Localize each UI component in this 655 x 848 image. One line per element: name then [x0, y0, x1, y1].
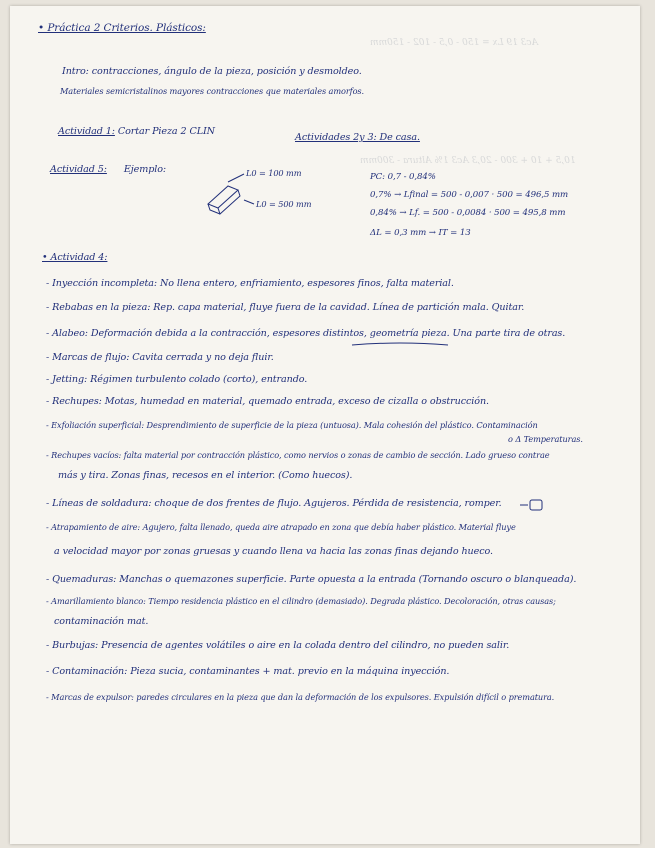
- activity-5-text: Ejemplo:: [123, 164, 167, 175]
- defect-item: - Rechupes: Motas, humedad en material, quemado entrada, exceso de cizalla o obstrucción.: [46, 396, 489, 407]
- defect-item-continuation: contaminación mat.: [54, 616, 149, 627]
- defect-item: - Contaminación: Pieza sucia, contaminantes + mat. previo en la máquina inyección.: [46, 666, 450, 677]
- activity-2-3-label: Actividades 2y 3: De casa.: [295, 132, 420, 143]
- activity-1-text: Cortar Pieza 2 CLIN: [117, 126, 215, 137]
- defect-item: - Jetting: Régimen turbulento colado (corto), entrando.: [46, 374, 308, 385]
- activity-5: [50, 164, 166, 175]
- defect-item: - Rechupes vacíos: falta material por contracción plástico, como nervios o zonas de cambio de sección. Lado grueso contrae: [46, 450, 550, 460]
- activity-5-label: Actividad 5:: [50, 164, 107, 175]
- defect-item-continuation: o Δ Temperaturas.: [508, 434, 583, 444]
- calc-line: 0,7% → Lfinal = 500 - 0,007 · 500 = 496,5 mm: [370, 190, 569, 200]
- defect-item: - Atrapamiento de aire: Agujero, falta llenado, queda aire atrapado en zona que debía haber plástico. Material fluye: [46, 522, 516, 532]
- page-title: • Práctica 2 Criterios. Plásticos:: [38, 22, 206, 34]
- calc-pc: PC: 0,7 - 0,84%: [370, 172, 436, 182]
- defect-item: - Quemaduras: Manchas o quemazones superficie. Parte opuesta a la entrada (Tornando oscuro o blanqueada).: [46, 574, 577, 585]
- bleed-through-text: Ac3 19 Lx = 150 - 0,5 - 102 - 150mm: [370, 38, 538, 48]
- intro-line: Materiales semicristalinos mayores contracciones que materiales amorfos.: [60, 86, 365, 96]
- sketch-label-top: L0 = 100 mm: [246, 168, 302, 178]
- part-side: [218, 190, 240, 214]
- defect-item: - Rebabas en la pieza: Rep. capa material, fluye fuera de la cavidad. Línea de partición mala. Quitar.: [46, 302, 525, 313]
- length-arrow-side: [244, 200, 254, 204]
- length-arrow-top: [228, 174, 244, 182]
- defect-item: - Exfoliación superficial: Desprendimiento de superficie de la pieza (untuosa). Mala cohesión del plástico. Contaminación: [46, 420, 538, 430]
- activity-4-label: • Actividad 4:: [42, 252, 108, 263]
- calc-line: ΔL = 0,3 mm → IT = 13: [370, 228, 471, 238]
- emphasis-stroke: [352, 343, 448, 345]
- defect-item-continuation: a velocidad mayor por zonas gruesas y cuando llena va hacia las zonas finas dejando hueco.: [54, 546, 493, 557]
- defect-item: - Marcas de flujo: Cavita cerrada y no deja fluir.: [46, 352, 274, 363]
- calc-line: 0,84% → Lf. = 500 - 0,0084 · 500 = 495,8 mm: [370, 208, 566, 218]
- notebook-sheet: [10, 6, 640, 844]
- sketch-label-side: L0 = 500 mm: [256, 199, 312, 209]
- defect-item-continuation: más y tira. Zonas finas, recesos en el interior. (Como huecos).: [58, 470, 353, 481]
- emphasis-underline: [350, 340, 450, 348]
- defect-item: - Inyección incompleta: No llena entero, enfriamiento, espesores finos, falta material.: [46, 278, 454, 289]
- intro-line: Intro: contracciones, ángulo de la pieza, posición y desmoldeo.: [62, 66, 362, 77]
- break-doodle: [518, 498, 546, 512]
- defect-item: - Amarillamiento blanco: Tiempo residencia plástico en el cilindro (demasiado). Degrada plástico. Decoloración, otras causas;: [46, 596, 556, 606]
- activity-1-label: Actividad 1:: [58, 126, 115, 137]
- activity-1: [58, 126, 215, 137]
- defect-item: - Líneas de soldadura: choque de dos frentes de flujo. Agujeros. Pérdida de resistencia, romper.: [46, 498, 502, 509]
- part-outline: [208, 186, 238, 208]
- doodle-box: [530, 500, 542, 510]
- defect-item: - Marcas de expulsor: paredes circulares en la pieza que dan la deformación de los expulsores. Expulsión difícil o prematura.: [46, 692, 555, 702]
- defect-item: - Burbujas: Presencia de agentes volátiles o aire en la colada dentro del cilindro, no pueden salir.: [46, 640, 510, 651]
- bleed-through-text: 10,5 + 10 + 300 - 20,3 Ac3 1% Altura - 300mm: [360, 156, 576, 166]
- defect-item: - Alabeo: Deformación debida a la contracción, espesores distintos, geometría pieza. Una parte tira de otras.: [46, 328, 566, 339]
